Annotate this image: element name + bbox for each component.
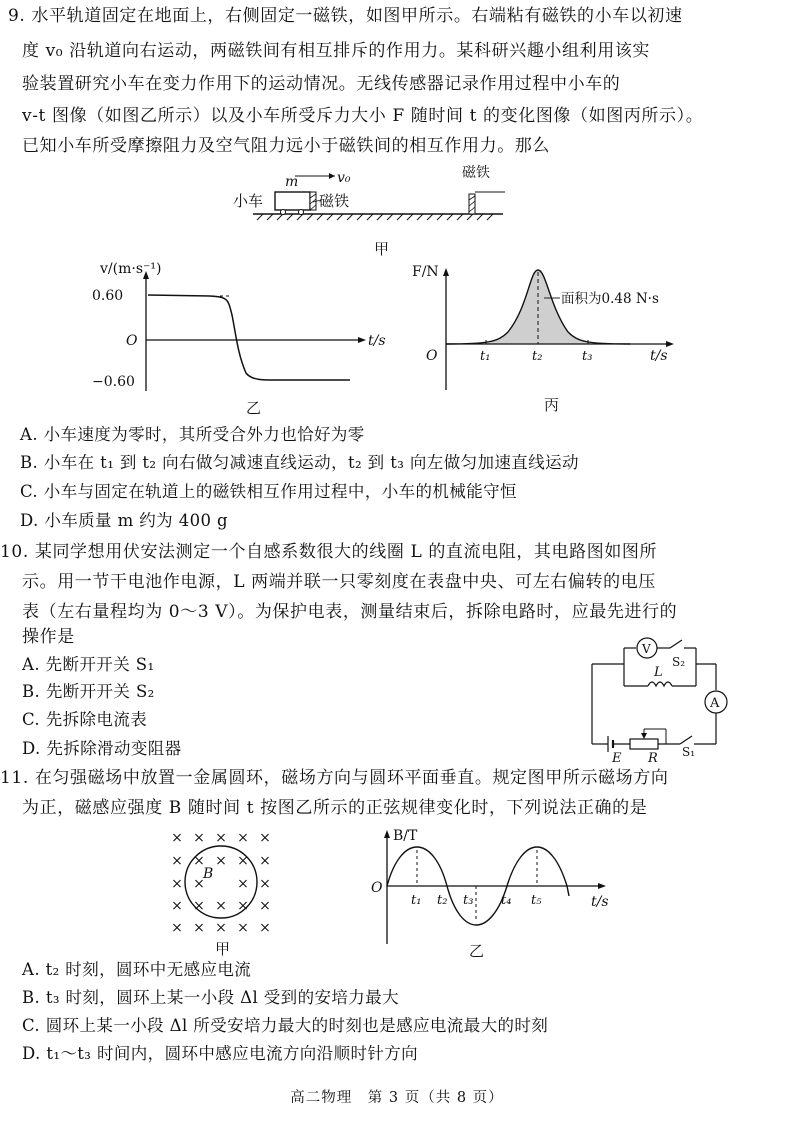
- q9-line-4: v-t 图像（如图乙所示）以及小车所受斥力大小 F 随时间 t 的变化图像（如图丙所示）。: [22, 106, 704, 126]
- q10-line-1: 10. 某同学想用伏安法测定一个自感系数很大的线圈 L 的直流电阻，其电路图如图所: [0, 542, 658, 562]
- q11-line-2: 为正，磁感应强度 B 随时间 t 按图乙所示的正弦规律变化时，下列说法正确的是: [22, 798, 648, 818]
- car-label: 小车: [233, 192, 264, 210]
- car-icon: [275, 192, 310, 210]
- bt-t5: t₅: [531, 893, 542, 908]
- q11-option-a: A. t₂ 时刻，圆环中无感应电流: [22, 960, 252, 979]
- q9-line-2: 度 v₀ 沿轨道向右运动，两磁铁间有相互排斥的作用力。某科研兴趣小组利用该实: [22, 41, 651, 61]
- mass-label: m: [285, 174, 299, 190]
- page-footer: 高二物理 第 3 页（共 8 页）: [290, 1090, 504, 1106]
- q9-option-c: C. 小车与固定在轨道上的磁铁相互作用过程中，小车的机械能守恒: [20, 482, 517, 501]
- q10-option-a: A. 先断开开关 S₁: [22, 655, 155, 674]
- switch-s2-label: S₂: [672, 655, 686, 669]
- svg-text:×: ×: [259, 920, 271, 936]
- field-b-label: B: [203, 866, 214, 882]
- vt-ylabel: v/(m·s⁻¹): [100, 261, 162, 277]
- vt-top-tick: 0.60: [92, 288, 124, 304]
- bt-t2: t₂: [437, 893, 448, 908]
- rheostat-label: R: [648, 751, 658, 766]
- fig-caption-bing: 丙: [544, 396, 560, 414]
- svg-text:×: ×: [193, 853, 205, 869]
- ft-t3: t₃: [582, 349, 593, 364]
- v0-label: v₀: [337, 170, 351, 186]
- q11-line-1: 11. 在匀强磁场中放置一金属圆环，磁场方向与圆环平面垂直。规定图甲所示磁场方向: [0, 768, 669, 788]
- bt-xlabel: t/s: [591, 894, 609, 910]
- q9-option-a: A. 小车速度为零时，其所受合外力也恰好为零: [20, 425, 365, 444]
- rheostat-icon: [630, 739, 658, 749]
- svg-text:×: ×: [171, 898, 183, 914]
- bt-t3: t₃: [463, 893, 474, 908]
- svg-text:×: ×: [237, 898, 249, 914]
- q9-line-5: 已知小车所受摩擦阻力及空气阻力远小于磁铁间的相互作用力。那么: [22, 136, 550, 156]
- q11-figure-jia: [165, 826, 285, 958]
- fig-caption-yi-11: 乙: [469, 942, 485, 960]
- svg-text:×: ×: [215, 830, 227, 846]
- q10-line-4: 操作是: [22, 627, 75, 647]
- bt-origin: O: [371, 880, 383, 896]
- car-magnet-label: 磁铁: [319, 192, 350, 210]
- vt-xlabel: t/s: [368, 333, 386, 349]
- svg-text:×: ×: [215, 920, 227, 936]
- q10-option-b: B. 先断开开关 S₂: [22, 682, 155, 701]
- svg-text:×: ×: [171, 830, 183, 846]
- q10-line-2: 示。用一节干电池作电源，L 两端并联一只零刻度在表盘中央、可左右偏转的电压: [22, 572, 656, 592]
- bt-ylabel: B/T: [393, 828, 418, 844]
- ft-xlabel: t/s: [650, 348, 668, 364]
- svg-text:×: ×: [193, 920, 205, 936]
- q9-figure-yi-vt: [70, 261, 400, 417]
- q10-line-3: 表（左右量程均为 0～3 V）。为保护电表，测量结束后，拆除电路时，应最先进行的: [22, 602, 678, 622]
- vt-bottom-tick: −0.60: [92, 374, 135, 390]
- bt-t1: t₁: [411, 893, 422, 908]
- svg-text:×: ×: [237, 876, 249, 892]
- svg-text:×: ×: [215, 898, 227, 914]
- svg-text:V: V: [642, 642, 651, 656]
- fixed-magnet-label: 磁铁: [462, 165, 490, 181]
- svg-text:×: ×: [259, 898, 271, 914]
- q10-option-c: C. 先拆除电流表: [22, 710, 148, 729]
- fig-caption-yi: 乙: [246, 399, 262, 417]
- svg-text:×: ×: [193, 898, 205, 914]
- svg-text:×: ×: [237, 920, 249, 936]
- ft-origin: O: [426, 348, 438, 364]
- ft-t1: t₁: [480, 349, 491, 364]
- q10-option-d: D. 先拆除滑动变阻器: [22, 739, 182, 758]
- q9-line-1: 9. 水平轨道固定在地面上，右侧固定一磁铁，如图甲所示。右端粘有磁铁的小车以初速: [8, 6, 683, 26]
- svg-text:×: ×: [193, 830, 205, 846]
- svg-text:×: ×: [193, 876, 205, 892]
- switch-s1-label: S₁: [682, 745, 696, 759]
- q9-option-b: B. 小车在 t₁ 到 t₂ 向右做匀减速直线运动，t₂ 到 t₃ 向左做匀加速直线运动: [20, 453, 579, 472]
- fig-caption-jia: 甲: [374, 240, 390, 258]
- q9-figure-bing-ft: [398, 262, 678, 418]
- velocity-curve: [148, 295, 350, 380]
- svg-text:×: ×: [171, 920, 183, 936]
- battery-label: E: [612, 751, 622, 766]
- vt-origin: O: [126, 333, 138, 349]
- q9-figure-jia: [225, 162, 525, 262]
- q11-option-b: B. t₃ 时刻，圆环上某一小段 Δl 受到的安培力最大: [22, 988, 399, 1007]
- svg-text:×: ×: [259, 853, 271, 869]
- inductor-icon: [648, 682, 672, 686]
- svg-text:×: ×: [171, 853, 183, 869]
- q9-line-3: 验装置研究小车在变力作用下的运动情况。无线传感器记录作用过程中小车的: [22, 74, 621, 94]
- inductor-label: L: [654, 665, 663, 680]
- svg-text:×: ×: [215, 853, 227, 869]
- fig-caption-jia-11: 甲: [215, 940, 231, 958]
- q10-circuit-diagram: [586, 634, 746, 764]
- svg-text:×: ×: [259, 830, 271, 846]
- ft-ylabel: F/N: [412, 264, 439, 280]
- q11-option-c: C. 圆环上某一小段 Δl 所受安培力最大的时刻也是感应电流最大的时刻: [22, 1016, 549, 1035]
- q9-option-d: D. 小车质量 m 约为 400 g: [20, 511, 229, 530]
- ft-area-label: 面积为0.48 N·s: [561, 291, 659, 307]
- svg-text:×: ×: [259, 876, 271, 892]
- q11-figure-yi-bt: [365, 826, 625, 962]
- svg-text:A: A: [710, 696, 720, 711]
- q11-option-d: D. t₁～t₃ 时间内，圆环中感应电流方向沿顺时针方向: [22, 1044, 419, 1063]
- svg-text:×: ×: [237, 853, 249, 869]
- ft-t2: t₂: [532, 349, 543, 364]
- bt-t4: t₄: [501, 893, 512, 908]
- svg-text:×: ×: [237, 830, 249, 846]
- svg-text:×: ×: [171, 876, 183, 892]
